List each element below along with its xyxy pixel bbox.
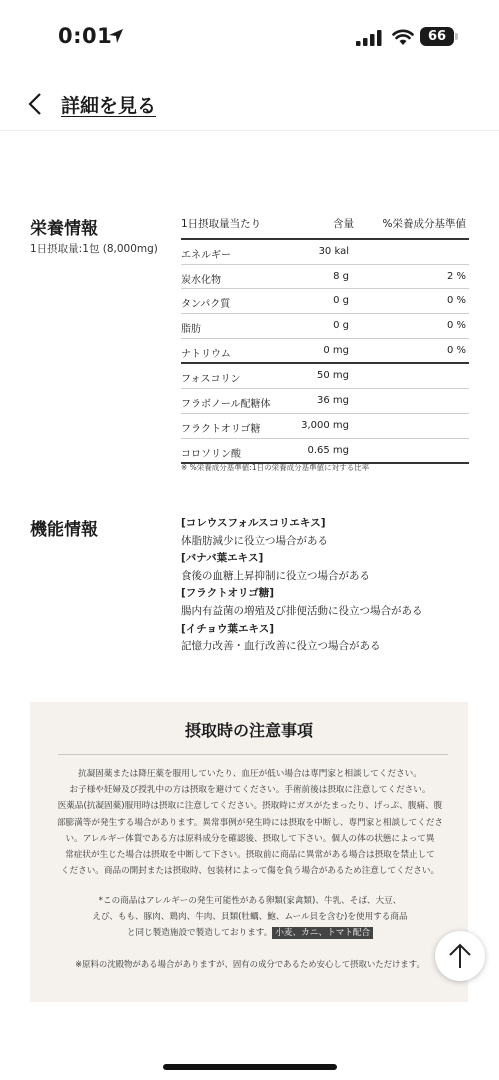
row-amount: 50 mg: [317, 370, 349, 382]
row-percent: 0 %: [446, 295, 466, 307]
row-amount: 0 mg: [323, 344, 349, 356]
caution-line: い。アレルギー体質である方は原料成分を確認後、摂取して下さい。個人の体の状態によって異: [65, 833, 435, 844]
row-name: フラボノール配糖体: [181, 399, 271, 411]
functional-desc: 食後の血糖上昇抑制に役立つ場合がある: [181, 569, 370, 582]
sediment-note: ※原料の沈殿物がある場合がありますが、固有の成分であるため安心して摂取いただけます。: [75, 959, 425, 969]
table-row: [181, 389, 469, 414]
row-amount: 3,000 mg: [301, 419, 349, 431]
page-title[interactable]: 詳細を見る: [61, 95, 157, 117]
battery-icon: 66: [420, 27, 454, 46]
column-header: 1日摂取量当たり: [181, 218, 262, 230]
allergy-paragraph: [50, 893, 450, 942]
caution-paragraph: [50, 766, 450, 879]
nutrition-footnote: ※ %栄養成分基準値:1日の栄養成分基準値に対する比率: [181, 463, 370, 472]
caution-title: 摂取時の注意事項: [184, 721, 313, 740]
battery-tip: [455, 33, 458, 40]
location-arrow-icon: [108, 28, 124, 44]
table-row: [181, 289, 469, 314]
table-header: [181, 210, 469, 240]
row-amount: 36 mg: [317, 395, 349, 407]
table-row: [181, 240, 469, 265]
row-percent: 0 %: [446, 344, 466, 356]
row-amount: 0 g: [333, 295, 349, 307]
caution-line: 抗凝固薬または降圧薬を服用していたり、血圧が低い場合は専門家と相談してください。: [78, 769, 422, 779]
row-amount: 0.65 mg: [307, 444, 349, 456]
caution-line: お子様や妊婦及び授乳中の方は摂取を避けてください。手術前後は摂取に注意してください。: [69, 785, 431, 796]
allergy-line: *この商品はアレルギーの発生可能性がある卵類(家禽類)、牛乳、そば、大豆、: [98, 896, 402, 906]
functional-title: 機能情報: [30, 520, 98, 540]
column-header: %栄養成分基準値: [382, 218, 466, 230]
nutrition-table: [181, 210, 469, 464]
arrow-up-icon: [448, 943, 472, 969]
row-name: フォスコリン: [181, 374, 241, 386]
allergy-line: えび、もも、豚肉、鶏肉、牛肉、貝類(牡蠣、鮑、ムール貝を含む)を使用する商品: [92, 912, 408, 923]
allergy-line: [50, 925, 450, 941]
row-amount: 0 g: [333, 320, 349, 332]
home-indicator[interactable]: [163, 1064, 337, 1070]
nutrition-title: 栄養情報: [30, 219, 98, 239]
caution-line: 常症状が生じた場合は摂取を中断して下さい。摂取前に商品に異常がある場合は摂取を禁止して: [65, 850, 435, 861]
functional-desc: 体脂肪減少に役立つ場合がある: [181, 534, 328, 547]
wifi-icon: [392, 28, 414, 46]
row-amount: 8 g: [333, 270, 349, 282]
row-name: フラクトオリゴ糖: [181, 423, 261, 435]
row-name: コロソリン酸: [181, 448, 241, 460]
table-row: [181, 314, 469, 339]
row-name: タンパク質: [181, 299, 231, 311]
row-name: エネルギー: [181, 250, 231, 261]
functional-heading: [フラクトオリゴ糖]: [181, 587, 275, 600]
signal-icon: [356, 30, 382, 46]
row-name: ナトリウム: [181, 348, 231, 360]
table-row: [181, 439, 469, 465]
row-percent: 2 %: [446, 270, 466, 282]
functional-heading: [コレウスフォルスコリエキス]: [181, 517, 326, 529]
caution-line: 医薬品(抗凝固薬)服用時は摂取に注意してください。摂取時にガスがたまったり、げっぷ、腹痛、腹: [57, 801, 443, 812]
row-name: 炭水化物: [181, 274, 221, 286]
header-divider: [0, 130, 499, 131]
column-header: 含量: [333, 218, 354, 230]
caution-divider: [58, 754, 448, 755]
scroll-top-button[interactable]: [435, 931, 485, 981]
table-row: [181, 339, 469, 365]
row-amount: 30 kal: [318, 246, 349, 257]
functional-heading: [バナバ葉エキス]: [181, 552, 264, 565]
row-percent: 0 %: [446, 320, 466, 332]
allergy-line-text: と同じ製造施設で製造しております。: [126, 928, 273, 939]
chevron-left-icon[interactable]: [26, 92, 44, 116]
row-name: 脂肪: [181, 324, 201, 336]
caution-line: 部膨満等が発生する場合があります。異常事例が発生時には摂取を中断し、専門家と相談してくださ: [56, 817, 444, 828]
nutrition-subtitle: 1日摂取量:1包 (8,000mg): [30, 243, 158, 255]
functional-desc: 腸内有益菌の増殖及び排便活動に役立つ場合がある: [181, 604, 423, 617]
status-time: 0:01: [58, 24, 113, 48]
caution-line: ください。商品の開封または摂取時、包装材によって傷を負う場合があるため注意してください。: [60, 866, 440, 877]
functional-list: [181, 515, 423, 656]
functional-heading: [イチョウ葉エキス]: [181, 622, 275, 635]
allergy-highlight: 小麦、カニ、トマト配合: [272, 927, 373, 939]
table-row: [181, 414, 469, 439]
functional-desc: 記憶力改善・血行改善に役立つ場合がある: [181, 640, 381, 653]
table-row: [181, 364, 469, 389]
table-row: [181, 265, 469, 290]
